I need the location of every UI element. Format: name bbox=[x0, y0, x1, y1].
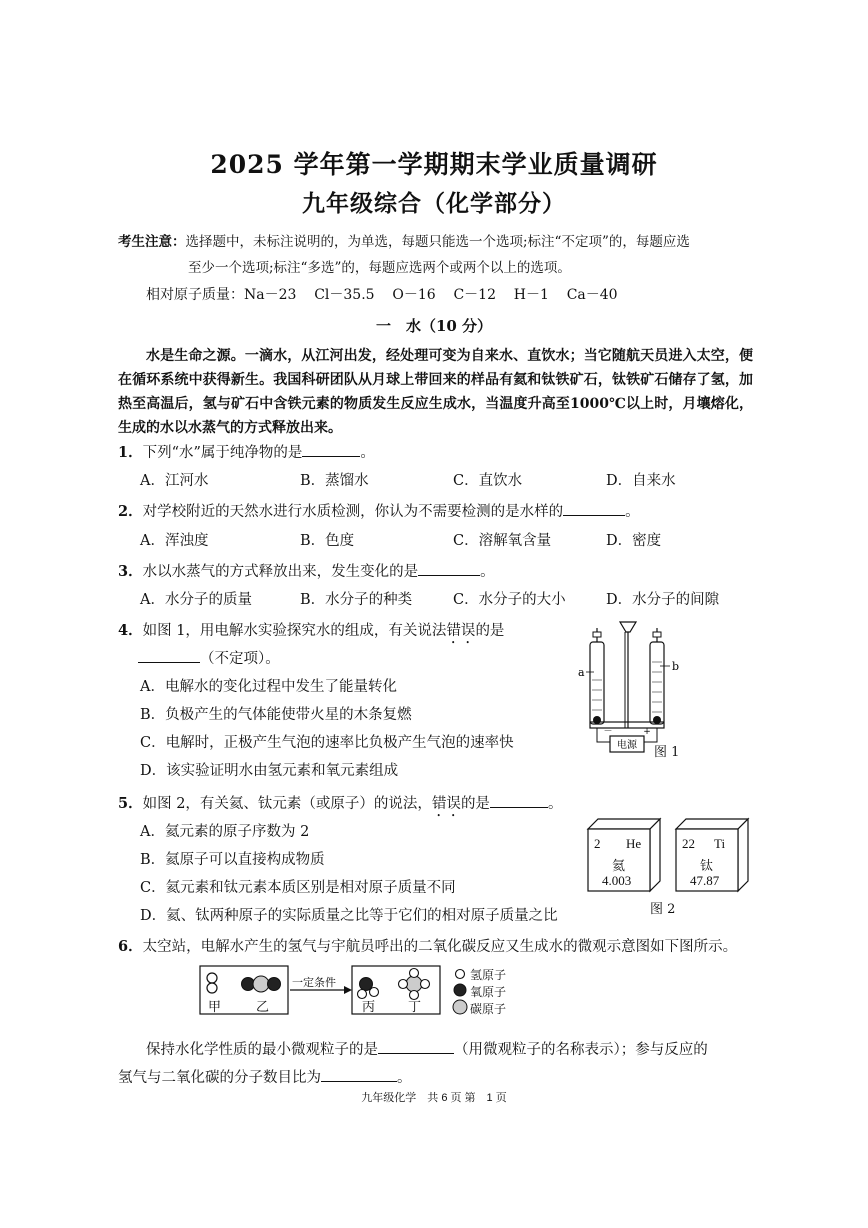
question-number: 6． bbox=[118, 938, 143, 955]
option-a[interactable]: A．浑浊度 bbox=[140, 533, 209, 549]
question-text: 如图 1，用电解水实验探究水的组成，有关说法 bbox=[142, 623, 447, 639]
he-symbol: He bbox=[626, 836, 642, 851]
option-b[interactable]: B．水分子的种类 bbox=[300, 592, 413, 608]
page-subtitle: 九年级综合（化学部分） bbox=[302, 190, 566, 217]
option-a[interactable]: A．水分子的质量 bbox=[140, 592, 252, 608]
question-4-line2 bbox=[138, 647, 280, 668]
he-mass: 4.003 bbox=[602, 873, 632, 888]
question-text: 下列“水”属于纯净物的是 bbox=[142, 445, 303, 461]
option-c[interactable]: C．溶解氧含量 bbox=[453, 533, 552, 549]
option-b[interactable]: B．负极产生的气体能使带火星的木条复燃 bbox=[140, 707, 412, 723]
question-4 bbox=[118, 619, 504, 647]
legend-hydrogen: 氢原子 bbox=[470, 968, 507, 982]
question-end: 。 bbox=[625, 504, 640, 520]
answer-blank[interactable] bbox=[302, 442, 360, 457]
ti-mass: 47.87 bbox=[690, 873, 720, 888]
answer-blank[interactable] bbox=[490, 793, 548, 808]
plus-sign: + bbox=[643, 727, 651, 737]
notice-label: 考生注意： bbox=[118, 234, 186, 250]
reaction-condition: 一定条件 bbox=[292, 976, 336, 989]
answer-blank[interactable] bbox=[321, 1067, 397, 1082]
question-6 bbox=[118, 935, 737, 956]
option-a[interactable]: A．电解水的变化过程中发生了能量转化 bbox=[140, 679, 397, 695]
option-b[interactable]: B．氦原子可以直接构成物质 bbox=[140, 852, 325, 868]
option-d[interactable]: D．氦、钛两种原子的实际质量之比等于它们的相对原子质量之比 bbox=[140, 908, 558, 924]
ti-symbol: Ti bbox=[714, 836, 726, 851]
question-number: 3． bbox=[118, 563, 143, 580]
section-title: 一 水（10 分） bbox=[375, 317, 493, 335]
question-number: 2． bbox=[118, 503, 143, 520]
legend-carbon: 碳原子 bbox=[470, 1002, 507, 1016]
question-6-para2 bbox=[118, 1066, 412, 1087]
label-yi: 乙 bbox=[256, 1000, 270, 1015]
he-number: 2 bbox=[594, 836, 601, 851]
question-end: 。 bbox=[360, 445, 375, 461]
figure-1-electrolysis bbox=[570, 610, 700, 760]
question-text-end: 的是 bbox=[475, 623, 505, 639]
page-footer: 九年级化学 共 6 页 第 1 页 bbox=[361, 1092, 507, 1104]
notice-line2: 至少一个选项;标注“多选”的，每题应选两个或两个以上的选项。 bbox=[188, 260, 571, 276]
label-b: b bbox=[672, 660, 680, 673]
question-end: 。 bbox=[397, 1070, 412, 1086]
question-2 bbox=[118, 500, 640, 521]
emphasis-text: 错误 bbox=[431, 796, 461, 812]
question-text: 氢气与二氧化碳的分子数目比为 bbox=[118, 1070, 321, 1086]
option-d[interactable]: D．水分子的间隙 bbox=[606, 592, 720, 608]
option-c[interactable]: C．水分子的大小 bbox=[453, 592, 566, 608]
emphasis-text: 错误 bbox=[446, 623, 476, 639]
answer-blank[interactable] bbox=[138, 648, 200, 663]
ti-number: 22 bbox=[682, 836, 695, 851]
he-name: 氦 bbox=[612, 858, 626, 873]
option-d[interactable]: D．密度 bbox=[606, 533, 662, 549]
label-ding: 丁 bbox=[408, 1000, 422, 1015]
label-jia: 甲 bbox=[208, 1000, 222, 1015]
question-end: 。 bbox=[480, 564, 495, 580]
question-end: （不定项）。 bbox=[200, 651, 280, 667]
option-c[interactable]: C．电解时，正极产生气泡的速率比负极产生气泡的速率快 bbox=[140, 735, 514, 751]
figure-1-label: 图 1 bbox=[654, 745, 680, 760]
notice-line1: 选择题中，未标注说明的，为单选，每题只能选一个选项;标注“不定项”的，每题应选 bbox=[185, 234, 690, 250]
question-number: 5． bbox=[118, 795, 143, 812]
question-number: 1． bbox=[118, 444, 143, 461]
option-b[interactable]: B．蒸馏水 bbox=[300, 473, 369, 489]
section-intro: 水是生命之源。一滴水，从江河出发，经处理可变为自来水、直饮水；当它随航天员进入太空，便在循环系统中获得新生。我国科研团队从月球上带回来的样品有氦和钛铁矿石，钛铁矿石储存了氢，加热至高温后，氢与矿石中含铁元素的物质发生反应生成水，当温度升高至1000℃以上时，月壤熔化，生成的水以水蒸气的方式释放出来。 bbox=[118, 348, 753, 436]
question-text: 太空站，电解水产生的氢气与宇航员呼出的二氧化碳反应又生成水的微观示意图如下图所示。 bbox=[142, 939, 738, 955]
option-a[interactable]: A．氦元素的原子序数为 2 bbox=[140, 824, 310, 840]
answer-blank[interactable] bbox=[563, 501, 625, 516]
question-6-para1 bbox=[146, 1038, 708, 1059]
question-text: 水以水蒸气的方式释放出来，发生变化的是 bbox=[142, 564, 419, 580]
question-text: 如图 2，有关氦、钛元素（或原子）的说法， bbox=[142, 796, 432, 812]
answer-blank[interactable] bbox=[418, 561, 480, 576]
figure-2-label: 图 2 bbox=[650, 902, 676, 917]
option-d[interactable]: D．该实验证明水由氢元素和氧元素组成 bbox=[140, 763, 399, 779]
minus-sign: － bbox=[603, 727, 613, 737]
question-5 bbox=[118, 792, 562, 820]
question-text: （用微观粒子的名称表示）；参与反应的 bbox=[454, 1042, 708, 1058]
option-d[interactable]: D．自来水 bbox=[606, 473, 676, 489]
power-label: 电源 bbox=[617, 740, 637, 751]
question-end: 。 bbox=[547, 796, 563, 812]
question-text: 保持水化学性质的最小微观粒子的是 bbox=[146, 1042, 378, 1058]
label-a: a bbox=[578, 666, 585, 679]
page-title: 2025 学年第一学期期末学业质量调研 bbox=[210, 150, 658, 179]
question-number: 4． bbox=[118, 622, 143, 639]
option-a[interactable]: A．江河水 bbox=[140, 473, 209, 489]
legend-oxygen: 氧原子 bbox=[470, 985, 507, 999]
option-c[interactable]: C．氦元素和钛元素本质区别是相对原子质量不同 bbox=[140, 880, 456, 896]
question-1 bbox=[118, 441, 375, 462]
option-b[interactable]: B．色度 bbox=[300, 533, 355, 549]
answer-blank[interactable] bbox=[378, 1039, 454, 1054]
atomic-masses: 相对原子质量：Na－23 Cl－35.5 O－16 C－12 H－1 Ca－40 bbox=[146, 287, 618, 303]
label-bing: 丙 bbox=[362, 1000, 376, 1015]
ti-name: 钛 bbox=[700, 858, 714, 873]
exam-notice bbox=[118, 229, 758, 281]
question-text: 对学校附近的天然水进行水质检测，你认为不需要检测的是水样的 bbox=[142, 504, 564, 520]
option-c[interactable]: C．直饮水 bbox=[453, 473, 523, 489]
question-text-end: 的是 bbox=[460, 796, 490, 812]
question-3 bbox=[118, 560, 495, 581]
